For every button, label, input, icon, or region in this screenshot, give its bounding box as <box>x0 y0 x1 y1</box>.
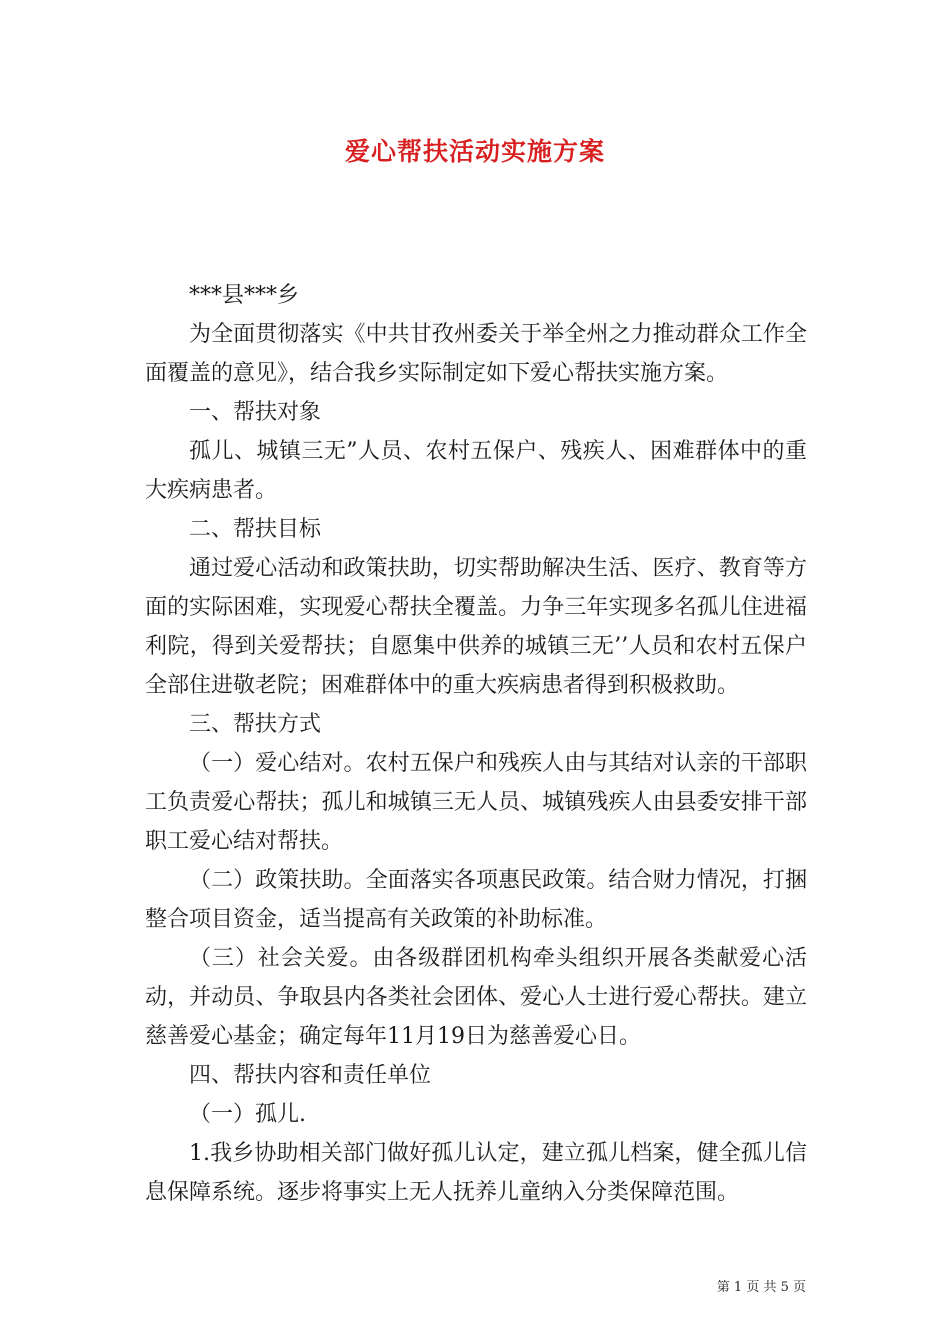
paragraph: （二）政策扶助。全面落实各项惠民政策。结合财力情况，打捆整合项目资金，适当提高有关政策的补助标准。 <box>145 868 807 932</box>
paragraph: 通过爱心活动和政策扶助，切实帮助解决生活、医疗、教育等方面的实际困难，实现爱心帮扶全覆盖。力争三年实现多名孤儿住进福利院，得到关爱帮扶；自愿集中供养的城镇三无’’人员和农村五保户全部住进敬老院；困难群体中的重大疾病患者得到积极救助。 <box>145 556 807 698</box>
section-heading: 一、帮扶对象 <box>189 400 322 425</box>
paragraph: ***县***乡 <box>189 283 300 308</box>
paragraph: （一）爱心结对。农村五保户和残疾人由与其结对认亲的干部职工负责爱心帮扶；孤儿和城镇三无人员、城镇残疾人由县委安排干部职工爱心结对帮扶。 <box>145 751 807 854</box>
paragraph: 孤儿、城镇三无”人员、农村五保户、残疾人、困难群体中的重大疾病患者。 <box>145 439 807 503</box>
section-heading: 二、帮扶目标 <box>189 517 322 542</box>
section-heading: 四、帮扶内容和责任单位 <box>189 1063 432 1088</box>
section-heading: 三、帮扶方式 <box>189 712 322 737</box>
document-body <box>145 276 807 1212</box>
paragraph: （三）社会关爱。由各级群团机构牵头组织开展各类献爱心活动，并动员、争取县内各类社会团体、爱心人士进行爱心帮扶。建立慈善爱心基金；确定每年11月19日为慈善爱心日。 <box>145 946 807 1049</box>
paragraph: 为全面贯彻落实《中共甘孜州委关于举全州之力推动群众工作全面覆盖的意见》，结合我乡实际制定如下爱心帮扶实施方案。 <box>145 322 807 386</box>
page-number-footer: 第 1 页 共 5 页 <box>716 1280 806 1295</box>
document-title: 爱心帮扶活动实施方案 <box>344 137 605 166</box>
paragraph: 1.我乡协助相关部门做好孤儿认定，建立孤儿档案，健全孤儿信息保障系统。逐步将事实上无人抚养儿童纳入分类保障范围。 <box>145 1141 807 1205</box>
subsection-heading: （一）孤儿. <box>189 1102 306 1127</box>
